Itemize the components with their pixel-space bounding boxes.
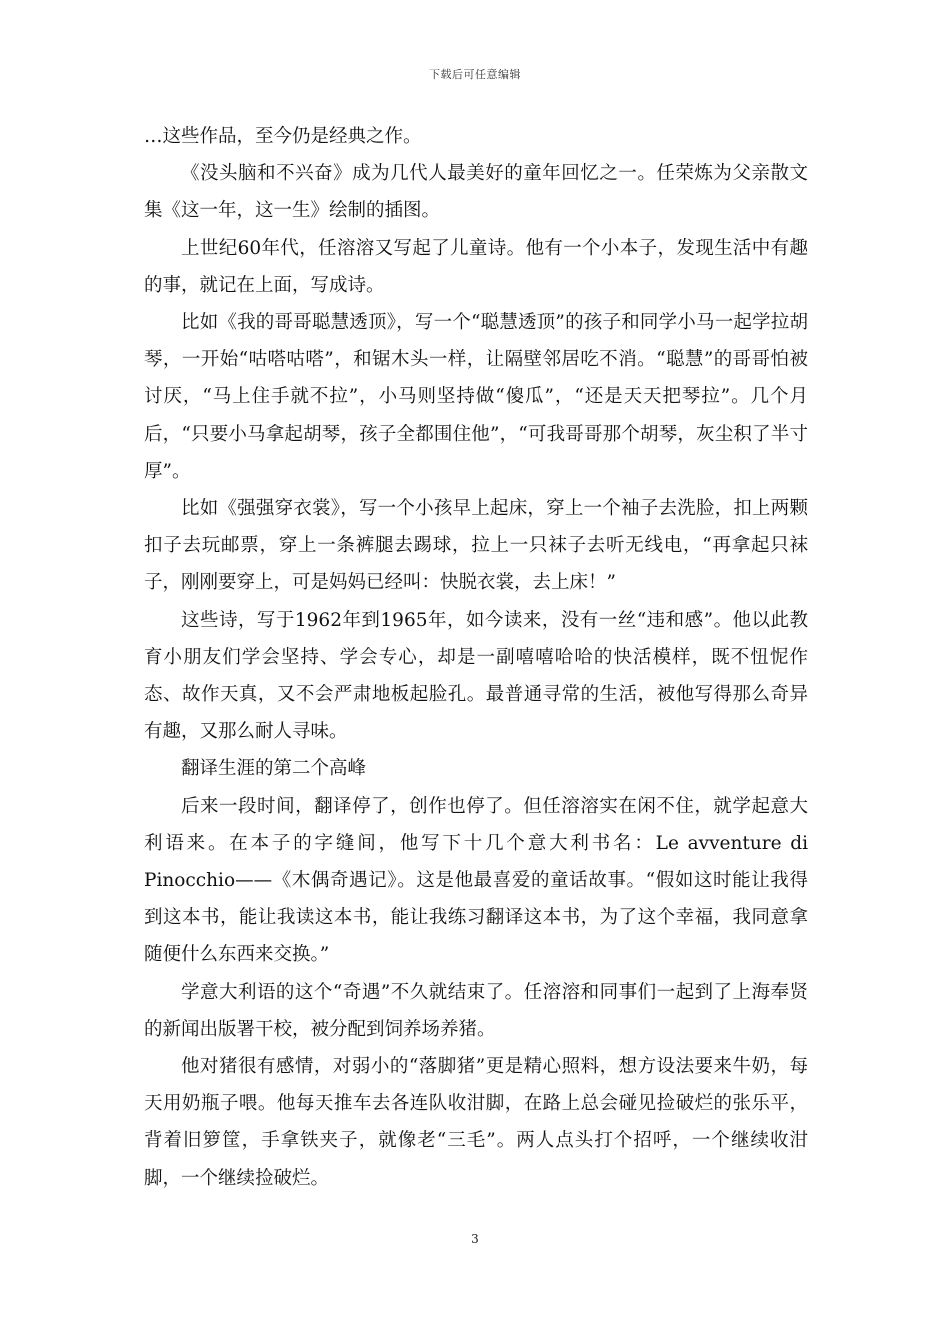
page-header: 下载后可任意编辑 <box>429 68 521 81</box>
paragraph: …这些作品，至今仍是经典之作。 <box>144 126 422 147</box>
paragraph: 后来一段时间，翻译停了，创作也停了。但任溶溶实在闲不住，就学起意大利语来。在本子的字缝间，他写下十几个意大利书名：Le avventure di Pinocchio——《木偶奇遇记》。这是他最喜爱的童话故事。“假如这时能让我得到这本书，能让我读这本书，能让我练习翻译这本书，为了这个幸福，我同意拿随便什么东西来交换。” <box>144 795 808 966</box>
body-text <box>144 118 808 1197</box>
paragraph: 《没头脑和不兴奋》成为几代人最美好的童年回忆之一。任荣炼为父亲散文集《这一年，这一生》绘制的插图。 <box>144 163 808 222</box>
section-heading: 翻译生涯的第二个高峰 <box>181 758 367 780</box>
paragraph: 他对猪很有感情，对弱小的“落脚猪”更是精心照料，想方设法要来牛奶，每天用奶瓶子喂。他每天推车去各连队收泔脚，在路上总会碰见捡破烂的张乐平，背着旧箩筐，手拿铁夹子，就像老“三毛”。两人点头打个招呼，一个继续收泔脚，一个继续捡破烂。 <box>144 1056 808 1189</box>
paragraph: 上世纪60年代，任溶溶又写起了儿童诗。他有一个小本子，发现生活中有趣的事，就记在上面，写成诗。 <box>144 237 808 296</box>
page-number: 3 <box>471 1232 479 1246</box>
paragraph: 比如《我的哥哥聪慧透顶》，写一个“聪慧透顶”的孩子和同学小马一起学拉胡琴，一开始“咕嗒咕嗒”，和锯木头一样，让隔壁邻居吃不消。“聪慧”的哥哥怕被讨厌，“马上住手就不拉”，小马则坚持做“傻瓜”，“还是天天把琴拉”。几个月后，“只要小马拿起胡琴，孩子全都围住他”，“可我哥哥那个胡琴，灰尘积了半寸厚”。 <box>144 312 808 482</box>
paragraph: 比如《强强穿衣裳》，写一个小孩早上起床，穿上一个袖子去洗脸，扣上两颗扣子去玩邮票，穿上一条裤腿去踢球，拉上一只袜子去听无线电，“再拿起只袜子，刚刚要穿上，可是妈妈已经叫：快脱衣裳，去上床！” <box>144 498 808 594</box>
paragraph: 学意大利语的这个“奇遇”不久就结束了。任溶溶和同事们一起到了上海奉贤的新闻出版署干校，被分配到饲养场养猪。 <box>144 981 808 1040</box>
paragraph: 这些诗，写于1962年到1965年，如今读来，没有一丝“违和感”。他以此教育小朋友们学会坚持、学会专心，却是一副嘻嘻哈哈的快活模样，既不忸怩作态、故作天真，又不会严肃地板起脸孔。最普通寻常的生活，被他写得那么奇异有趣，又那么耐人寻味。 <box>144 609 808 743</box>
